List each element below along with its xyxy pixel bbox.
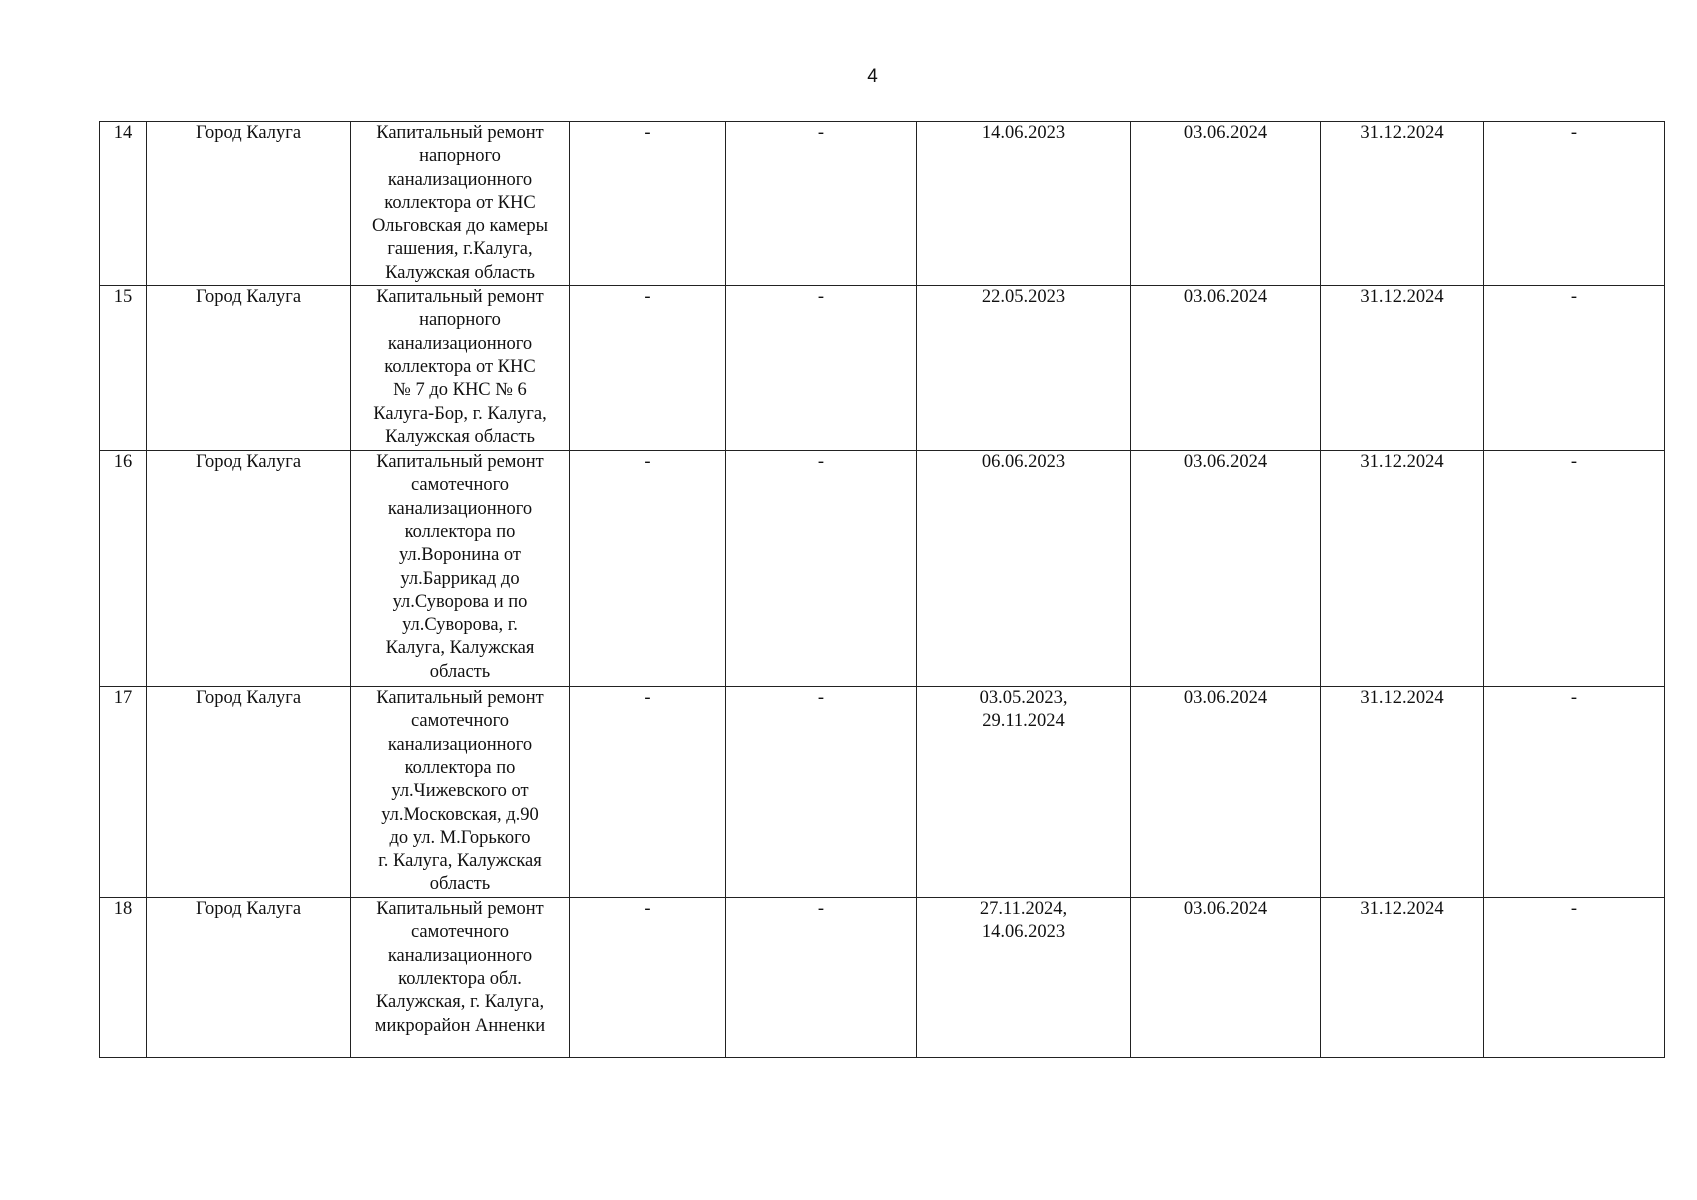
description-cell-line: Калуга, Калужская [385, 638, 535, 659]
dash-cell: - [1484, 286, 1665, 451]
date-cell: 03.06.2024 [1131, 451, 1321, 687]
date-cell [917, 687, 1131, 898]
page-number: 4 [867, 66, 878, 87]
dash-cell: - [1484, 687, 1665, 898]
description-cell-line: микрорайон Анненки [374, 1015, 546, 1036]
date-cell: 31.12.2024 [1321, 451, 1484, 687]
description-cell-line: самотечного [410, 475, 510, 496]
description-cell-line: Капитальный ремонт [376, 899, 544, 920]
description-cell-line: коллектора по [404, 521, 516, 542]
dash-cell: - [726, 286, 917, 451]
description-cell-line: Калужская, г. Калуга, [375, 992, 545, 1013]
date-cell: 03.06.2024 [1131, 122, 1321, 286]
date-cell-line: 03.05.2023, [979, 688, 1068, 709]
date-cell-line: 14.06.2023 [981, 922, 1066, 943]
row-number-cell: 17 [100, 687, 147, 898]
table-row [100, 122, 1665, 286]
description-cell-line: напорного [419, 146, 501, 167]
description-cell-line: ул.Московская, д.90 [381, 804, 539, 825]
description-cell-line: гашения, г.Калуга, [387, 239, 533, 260]
description-cell-line: канализационного [387, 734, 533, 755]
description-cell-line: ул.Баррикад до [400, 568, 520, 589]
dash-cell: - [1484, 451, 1665, 687]
description-cell-line: ул.Воронина от [398, 545, 521, 566]
description-cell-line: канализационного [387, 945, 533, 966]
description-cell-line: самотечного [410, 711, 510, 732]
date-cell-line: 27.11.2024, [979, 899, 1068, 920]
description-cell-line: Капитальный ремонт [376, 452, 544, 473]
description-cell [351, 687, 570, 898]
table-body [100, 122, 1665, 1058]
description-cell-line: г. Калуга, Калужская [378, 851, 542, 872]
date-cell: 03.06.2024 [1131, 687, 1321, 898]
dash-cell: - [570, 687, 726, 898]
dash-cell: - [726, 687, 917, 898]
date-cell: 03.06.2024 [1131, 286, 1321, 451]
date-cell [917, 451, 1131, 687]
date-cell-line: 14.06.2023 [981, 123, 1066, 143]
description-cell-line: коллектора по [404, 757, 516, 778]
table-row [100, 687, 1665, 898]
description-cell-line: ул.Суворова и по [392, 591, 528, 612]
description-cell [351, 451, 570, 687]
row-number-cell: 14 [100, 122, 147, 286]
date-cell: 31.12.2024 [1321, 286, 1484, 451]
date-cell-line: 22.05.2023 [981, 287, 1066, 308]
locality-cell: Город Калуга [147, 286, 351, 451]
description-cell-line: ул.Чижевского от [391, 781, 529, 802]
date-cell: 03.06.2024 [1131, 898, 1321, 1058]
description-cell-line: Калужская область [385, 426, 535, 447]
date-cell-line: 06.06.2023 [981, 452, 1066, 473]
description-cell-line: № 7 до КНС № 6 [393, 380, 527, 401]
description-cell-line: Капитальный ремонт [376, 688, 544, 709]
dash-cell: - [1484, 122, 1665, 286]
dash-cell: - [570, 898, 726, 1058]
description-cell-line: до ул. М.Горького [389, 827, 531, 848]
dash-cell: - [726, 451, 917, 687]
description-cell-line: коллектора от КНС [384, 192, 536, 213]
description-cell [351, 286, 570, 451]
description-cell-line: Капитальный ремонт [376, 287, 544, 308]
table-row [100, 898, 1665, 1058]
description-cell-line: Ольговская до камеры [371, 216, 549, 237]
locality-cell: Город Калуга [147, 451, 351, 687]
date-cell: 31.12.2024 [1321, 898, 1484, 1058]
locality-cell: Город Калуга [147, 898, 351, 1058]
date-cell [917, 122, 1131, 286]
table-row [100, 286, 1665, 451]
description-cell [351, 898, 570, 1058]
description-cell-line: коллектора от КНС [384, 356, 536, 377]
date-cell [917, 898, 1131, 1058]
description-cell-line: канализационного [387, 333, 533, 354]
date-cell-line: 29.11.2024 [982, 711, 1065, 732]
description-cell-line: коллектора обл. [398, 968, 522, 989]
description-cell-line: ул.Суворова, г. [402, 615, 518, 636]
description-cell-line: Калужская область [385, 262, 535, 283]
row-number-cell: 16 [100, 451, 147, 687]
date-cell: 31.12.2024 [1321, 687, 1484, 898]
dash-cell: - [570, 451, 726, 687]
description-cell-line: канализационного [387, 169, 533, 190]
description-cell-line: Капитальный ремонт [376, 123, 544, 143]
row-number-cell: 15 [100, 286, 147, 451]
locality-cell: Город Калуга [147, 122, 351, 286]
row-number-cell: 18 [100, 898, 147, 1058]
description-cell [351, 122, 570, 286]
table-row [100, 451, 1665, 687]
description-cell-line: Калуга-Бор, г. Калуга, [373, 403, 547, 424]
locality-cell: Город Калуга [147, 687, 351, 898]
dash-cell: - [726, 898, 917, 1058]
dash-cell: - [1484, 898, 1665, 1058]
description-cell-line: самотечного [410, 922, 510, 943]
dash-cell: - [570, 286, 726, 451]
description-cell-line: напорного [419, 310, 501, 331]
dash-cell: - [726, 122, 917, 286]
dash-cell: - [570, 122, 726, 286]
date-cell [917, 286, 1131, 451]
schedule-table [99, 121, 1665, 1058]
description-cell-line: канализационного [387, 498, 533, 519]
description-cell-line: область [429, 661, 491, 682]
date-cell: 31.12.2024 [1321, 122, 1484, 286]
description-cell-line: область [429, 874, 491, 895]
